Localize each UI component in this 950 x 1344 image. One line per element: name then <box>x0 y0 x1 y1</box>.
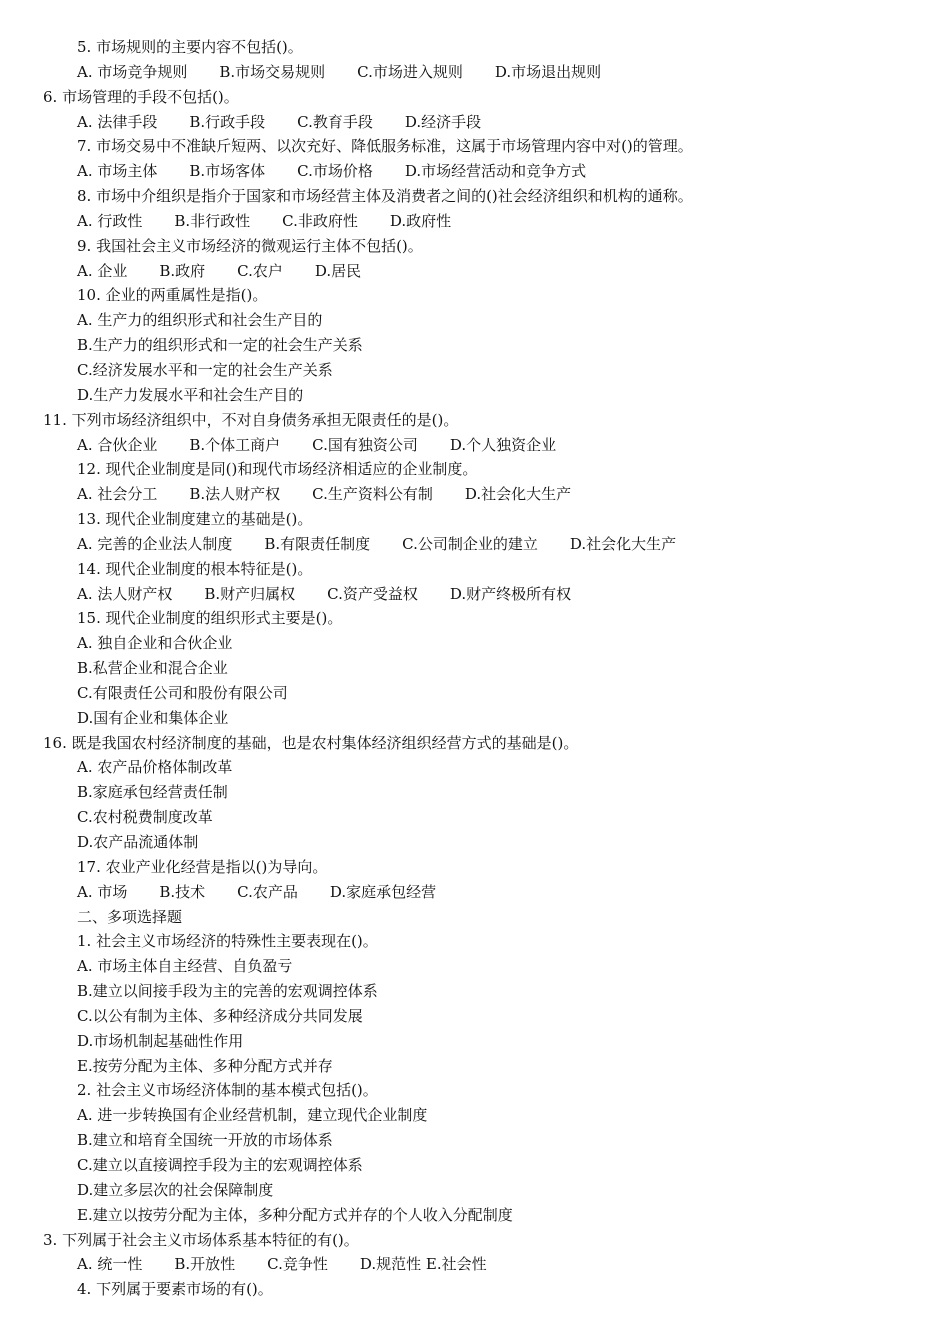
text-line <box>0 805 950 830</box>
options-line <box>0 1252 950 1277</box>
options-line <box>0 159 950 184</box>
line-text: D.农产品流通体制 <box>77 833 199 851</box>
document-body <box>0 35 950 1302</box>
line-text: A. 市场主体自主经营、自负盈亏 <box>77 957 293 976</box>
option-text: A. 企业 <box>77 261 128 280</box>
text-line <box>0 606 950 631</box>
line-text: 8. 市场中介组织是指介于国家和市场经营主体及消费者之间的()社会经济组织和机构的通称。 <box>77 187 693 206</box>
option-text: A. 市场主体 <box>77 162 158 181</box>
text-line <box>0 1178 950 1203</box>
line-text: 5. 市场规则的主要内容不包括()。 <box>77 38 303 56</box>
line-text: A. 生产力的组织形式和社会生产目的 <box>77 311 323 330</box>
option-text: D.居民 <box>314 261 362 280</box>
text-line <box>0 358 950 383</box>
line-text: B.家庭承包经营责任制 <box>77 783 228 802</box>
option-text: A. 市场竞争规则 <box>77 62 188 81</box>
text-line <box>0 954 950 979</box>
option-text: B.市场客体 <box>189 162 266 181</box>
line-text: 11. 下列市场经济组织中，不对自身债务承担无限责任的是()。 <box>43 410 459 429</box>
text-line <box>0 979 950 1004</box>
text-line <box>0 830 950 855</box>
line-text: 1. 社会主义市场经济的特殊性主要表现在()。 <box>77 932 378 951</box>
text-line <box>0 1029 950 1054</box>
text-line <box>0 656 950 681</box>
text-line <box>0 780 950 805</box>
text-line <box>0 35 950 60</box>
line-text: B.建立以间接手段为主的完善的宏观调控体系 <box>77 982 378 1001</box>
text-line <box>0 755 950 780</box>
line-text: E.建立以按劳分配为主体，多种分配方式并存的个人收入分配制度 <box>77 1205 513 1224</box>
line-text: D.生产力发展水平和社会生产目的 <box>77 385 304 404</box>
text-line <box>0 1078 950 1103</box>
option-text: A. 完善的企业法人制度 <box>77 534 233 553</box>
text-line <box>0 184 950 209</box>
line-text: 7. 市场交易中不准缺斤短两、以次充好、降低服务标准，这属于市场管理内容中对()的管理。 <box>77 137 693 156</box>
option-text: C.农户 <box>237 261 283 280</box>
line-text: 15. 现代企业制度的组织形式主要是()。 <box>77 609 343 628</box>
option-text: A. 法律手段 <box>77 112 158 131</box>
text-line <box>0 1103 950 1128</box>
text-line <box>0 1277 950 1302</box>
text-line <box>0 631 950 656</box>
option-text: A. 行政性 <box>77 211 143 230</box>
option-text: D.规范性 E.社会性 <box>359 1255 487 1274</box>
line-text: A. 农产品价格体制改革 <box>77 758 233 777</box>
option-text: D.市场退出规则 <box>494 62 602 81</box>
option-text: A. 法人财产权 <box>77 584 173 603</box>
line-text: 2. 社会主义市场经济体制的基本模式包括()。 <box>77 1081 378 1100</box>
text-line <box>0 308 950 333</box>
option-text: C.非政府性 <box>282 211 358 230</box>
line-text: 3. 下列属于社会主义市场体系基本特征的有()。 <box>43 1230 359 1249</box>
line-text: D.建立多层次的社会保障制度 <box>77 1180 274 1199</box>
line-text: A. 进一步转换国有企业经营机制，建立现代企业制度 <box>77 1106 428 1125</box>
text-line <box>0 929 950 954</box>
text-line <box>0 1128 950 1153</box>
option-text: A. 市场 <box>77 882 128 901</box>
option-text: B.个体工商户 <box>189 435 281 454</box>
text-line <box>0 457 950 482</box>
options-line <box>0 880 950 905</box>
option-text: D.家庭承包经营 <box>329 882 437 901</box>
text-line <box>0 1004 950 1029</box>
line-text: A. 独自企业和合伙企业 <box>77 634 233 653</box>
options-line <box>0 582 950 607</box>
text-line <box>0 855 950 880</box>
option-text: D.社会化大生产 <box>464 485 572 504</box>
option-text: C.公司制企业的建立 <box>402 534 538 553</box>
option-text: C.教育手段 <box>297 112 373 131</box>
option-text: B.市场交易规则 <box>219 62 326 81</box>
text-line <box>0 333 950 358</box>
text-line <box>0 1054 950 1079</box>
line-text: 12. 现代企业制度是同()和现代市场经济相适应的企业制度。 <box>77 460 478 479</box>
options-line <box>0 532 950 557</box>
option-text: B.非行政性 <box>174 211 251 230</box>
text-line <box>0 383 950 408</box>
option-text: B.政府 <box>159 261 206 280</box>
text-line <box>0 1153 950 1178</box>
options-line <box>0 209 950 234</box>
line-text: C.以公有制为主体、多种经济成分共同发展 <box>77 1006 363 1025</box>
line-text: 6. 市场管理的手段不包括()。 <box>43 87 239 106</box>
line-text: 9. 我国社会主义市场经济的微观运行主体不包括()。 <box>77 236 423 255</box>
option-text: B.财产归属权 <box>204 584 296 603</box>
line-text: 17. 农业产业化经营是指以()为导向。 <box>77 857 328 876</box>
option-text: D.财产终极所有权 <box>449 584 572 603</box>
text-line <box>0 85 950 110</box>
option-text: C.市场进入规则 <box>357 62 463 81</box>
text-line <box>0 408 950 433</box>
options-line <box>0 433 950 458</box>
option-text: B.开放性 <box>174 1255 236 1274</box>
option-text: C.生产资料公有制 <box>312 485 433 504</box>
line-text: 4. 下列属于要素市场的有()。 <box>77 1280 273 1299</box>
line-text: 14. 现代企业制度的根本特征是()。 <box>77 559 313 578</box>
line-text: D.市场机制起基础性作用 <box>77 1031 244 1050</box>
text-line <box>0 507 950 532</box>
text-line <box>0 731 950 756</box>
line-text: C.建立以直接调控手段为主的宏观调控体系 <box>77 1155 363 1174</box>
line-text: B.生产力的组织形式和一定的社会生产关系 <box>77 336 363 355</box>
option-text: B.有限责任制度 <box>264 534 371 553</box>
option-text: D.社会化大生产 <box>569 534 677 553</box>
text-line <box>0 283 950 308</box>
line-text: B.建立和培育全国统一开放的市场体系 <box>77 1131 333 1150</box>
option-text: B.法人财产权 <box>189 485 281 504</box>
option-text: C.竞争性 <box>267 1255 328 1274</box>
line-text: 10. 企业的两重属性是指()。 <box>77 286 268 305</box>
option-text: D.经济手段 <box>404 112 482 131</box>
text-line <box>0 681 950 706</box>
text-line <box>0 1228 950 1253</box>
option-text: B.行政手段 <box>189 112 266 131</box>
text-line <box>0 134 950 159</box>
option-text: C.农产品 <box>237 882 298 901</box>
option-text: D.政府性 <box>389 211 452 230</box>
line-text: C.有限责任公司和股份有限公司 <box>77 683 288 702</box>
option-text: C.市场价格 <box>297 162 373 181</box>
option-text: D.个人独资企业 <box>449 435 557 454</box>
line-text: 13. 现代企业制度建立的基础是()。 <box>77 510 313 529</box>
line-text: 二、多项选择题 <box>77 907 183 926</box>
text-line <box>0 557 950 582</box>
option-text: C.资产受益权 <box>327 584 418 603</box>
option-text: B.技术 <box>159 882 206 901</box>
option-text: A. 社会分工 <box>77 485 158 504</box>
options-line <box>0 259 950 284</box>
option-text: C.国有独资公司 <box>312 435 418 454</box>
option-text: A. 合伙企业 <box>77 435 158 454</box>
text-line <box>0 1203 950 1228</box>
line-text: D.国有企业和集体企业 <box>77 708 229 727</box>
options-line <box>0 60 950 85</box>
line-text: E.按劳分配为主体、多种分配方式并存 <box>77 1056 333 1075</box>
options-line <box>0 482 950 507</box>
text-line <box>0 706 950 731</box>
line-text: C.经济发展水平和一定的社会生产关系 <box>77 360 333 379</box>
options-line <box>0 110 950 135</box>
line-text: 16. 既是我国农村经济制度的基础，也是农村集体经济组织经营方式的基础是()。 <box>43 733 579 752</box>
option-text: A. 统一性 <box>77 1255 143 1274</box>
text-line <box>0 905 950 930</box>
option-text: D.市场经营活动和竞争方式 <box>404 162 587 181</box>
line-text: C.农村税费制度改革 <box>77 808 213 827</box>
text-line <box>0 234 950 259</box>
line-text: B.私营企业和混合企业 <box>77 659 228 678</box>
